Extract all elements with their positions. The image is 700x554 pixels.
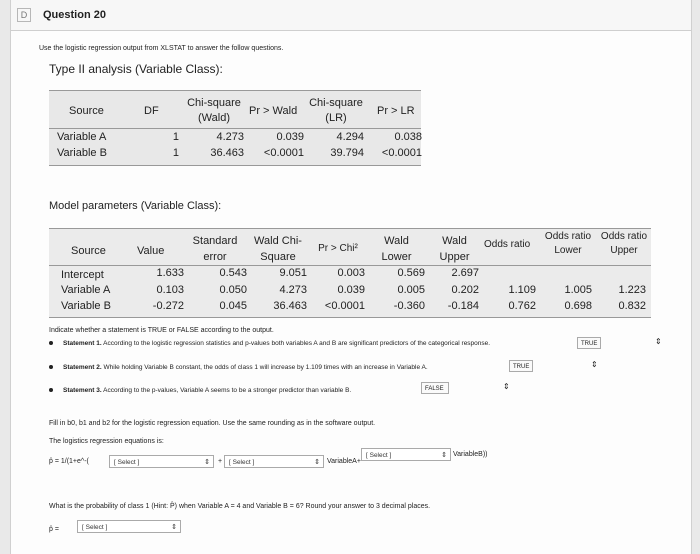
question-header bbox=[11, 0, 691, 31]
col-value: Value bbox=[137, 245, 165, 257]
statement-1-dropdown-icon[interactable]: ⇕ bbox=[655, 337, 662, 346]
row-chi-wald: 4.273 bbox=[216, 131, 244, 143]
statement-label: Statement 3. bbox=[63, 387, 102, 394]
col-wald-upper: Wald bbox=[442, 235, 467, 247]
row-wald-lower: 0.569 bbox=[397, 267, 425, 279]
statement-label: Statement 1. bbox=[63, 340, 102, 347]
row-chi-lr: 4.294 bbox=[336, 131, 364, 143]
col-wald-upper-sub: Upper bbox=[439, 251, 470, 263]
row-p-lr: <0.0001 bbox=[381, 147, 422, 159]
row-wald: 4.273 bbox=[279, 284, 307, 296]
row-odds-ratio: 0.762 bbox=[508, 300, 536, 312]
row-value: -0.272 bbox=[152, 300, 184, 312]
tf-intro: Indicate whether a statement is TRUE or FALSE according to the output. bbox=[49, 327, 274, 334]
statement-label: Statement 2. bbox=[63, 364, 102, 371]
row-or-lower: 0.698 bbox=[564, 300, 592, 312]
row-wald-upper: 2.697 bbox=[451, 267, 479, 279]
question-page bbox=[10, 0, 692, 554]
row-se: 0.045 bbox=[219, 300, 247, 312]
chevron-icon: ⇕ bbox=[171, 524, 177, 531]
type2-table bbox=[49, 90, 421, 166]
statement-3 bbox=[49, 387, 409, 394]
row-or-lower: 1.005 bbox=[564, 284, 592, 296]
row-wald-lower: 0.005 bbox=[397, 284, 425, 296]
col-wald-lower-sub: Lower bbox=[381, 251, 412, 263]
col-chi-wald: Chi-square bbox=[187, 97, 241, 109]
col-or-upper-sub: Upper bbox=[610, 245, 638, 256]
col-df: DF bbox=[144, 105, 159, 117]
row-wald-upper: 0.202 bbox=[451, 284, 479, 296]
col-chi-lr: Chi-square bbox=[309, 97, 363, 109]
probability-select[interactable]: [ Select ] ⇕ bbox=[77, 520, 181, 533]
statement-2-answer: TRUE bbox=[509, 360, 533, 372]
col-se-sub: error bbox=[203, 251, 227, 263]
row-value: 1.633 bbox=[156, 267, 184, 279]
statement-text: According to the p-values, Variable A seems to be a stronger predictor than variable B. bbox=[103, 387, 352, 394]
question-title: Question 20 bbox=[43, 9, 106, 21]
row-df: 1 bbox=[172, 131, 179, 143]
row-odds-ratio: 1.109 bbox=[508, 284, 536, 296]
statement-1-answer: TRUE bbox=[577, 337, 601, 349]
probability-question: What is the probability of class 1 (Hint: P̂) when Variable A = 4 and Variable B = 6? Round your answer to 3 decimal places. bbox=[49, 503, 431, 510]
chevron-icon: ⇕ bbox=[441, 452, 447, 459]
equation-intro: The logistics regression equations is: bbox=[49, 438, 164, 445]
row-p-wald: 0.039 bbox=[276, 131, 304, 143]
col-chi-wald-sub: (Wald) bbox=[198, 112, 230, 124]
col-odds-ratio: Odds ratio bbox=[484, 239, 531, 250]
row-p-wald: <0.0001 bbox=[263, 147, 304, 159]
statement-3-dropdown-icon[interactable]: ⇕ bbox=[503, 382, 510, 391]
equation-suffix: VariableB)) bbox=[453, 451, 488, 458]
intro-text: Use the logistic regression output from XLSTAT to answer the follow questions. bbox=[39, 45, 284, 52]
b0-select[interactable]: [ Select ] ⇕ bbox=[109, 455, 214, 468]
statement-2-dropdown-icon[interactable]: ⇕ bbox=[591, 360, 598, 369]
params-table bbox=[49, 228, 651, 318]
row-p-lr: 0.038 bbox=[394, 131, 422, 143]
row-source: Variable A bbox=[61, 284, 111, 296]
fill-intro: Fill in b0, b1 and b2 for the logistic regression equation. Use the same rounding as in the software output. bbox=[49, 420, 376, 427]
equation-plus: + bbox=[218, 458, 223, 465]
statement-text: While holding Variable B constant, the odds of class 1 will increase by 1.109 times with an increase in Variable A. bbox=[103, 364, 428, 371]
statement-2 bbox=[49, 364, 507, 371]
statement-text: According to the logistic regression statistics and p-values both variables A and B are significant predictors of the categorical response. bbox=[103, 340, 491, 347]
row-value: 0.103 bbox=[156, 284, 184, 296]
col-p-wald: Pr > Wald bbox=[249, 105, 298, 117]
chevron-icon: ⇕ bbox=[314, 459, 320, 466]
row-source: Variable B bbox=[57, 147, 107, 159]
col-source: Source bbox=[69, 105, 104, 117]
row-wald: 36.463 bbox=[273, 300, 307, 312]
col-wald: Wald Chi- bbox=[254, 235, 302, 247]
equation-variable-a: VariableA+ bbox=[327, 458, 361, 465]
row-or-upper: 1.223 bbox=[618, 284, 646, 296]
row-p: 0.039 bbox=[337, 284, 365, 296]
probability-prefix: p̂ = bbox=[49, 526, 59, 533]
col-or-upper: Odds ratio bbox=[600, 231, 648, 242]
row-df: 1 bbox=[172, 147, 179, 159]
row-chi-lr: 39.794 bbox=[330, 147, 364, 159]
row-wald: 9.051 bbox=[279, 267, 307, 279]
col-or-lower-sub: Lower bbox=[554, 245, 582, 256]
col-wald-lower: Wald bbox=[384, 235, 409, 247]
b2-select[interactable]: [ Select ] ⇕ bbox=[361, 448, 451, 461]
col-se: Standard bbox=[192, 235, 238, 247]
col-wald-sub: Square bbox=[260, 251, 296, 263]
row-wald-lower: -0.360 bbox=[393, 300, 425, 312]
statement-3-answer: FALSE bbox=[421, 382, 449, 394]
row-chi-wald: 36.463 bbox=[210, 147, 244, 159]
row-source: Variable B bbox=[61, 300, 111, 312]
row-wald-upper: -0.184 bbox=[447, 300, 479, 312]
row-source: Variable A bbox=[57, 131, 107, 143]
col-source: Source bbox=[71, 245, 106, 257]
type2-title: Type II analysis (Variable Class): bbox=[49, 62, 223, 76]
equation-prefix: p̂ = 1/(1+e^-( bbox=[49, 458, 89, 465]
row-p: 0.003 bbox=[337, 267, 365, 279]
statement-1 bbox=[49, 340, 569, 347]
row-or-upper: 0.832 bbox=[618, 300, 646, 312]
row-se: 0.543 bbox=[219, 267, 247, 279]
row-se: 0.050 bbox=[219, 284, 247, 296]
row-source: Intercept bbox=[61, 269, 104, 281]
params-title: Model parameters (Variable Class): bbox=[49, 200, 222, 212]
row-p: <0.0001 bbox=[324, 300, 365, 312]
col-chi-lr-sub: (LR) bbox=[325, 112, 347, 124]
question-flag-icon[interactable]: D bbox=[17, 8, 31, 22]
chevron-icon: ⇕ bbox=[204, 459, 210, 466]
b1-select[interactable]: [ Select ] ⇕ bbox=[224, 455, 324, 468]
col-p-lr: Pr > LR bbox=[377, 105, 415, 117]
col-p: Pr > Chi² bbox=[318, 243, 358, 254]
col-or-lower: Odds ratio bbox=[544, 231, 592, 242]
